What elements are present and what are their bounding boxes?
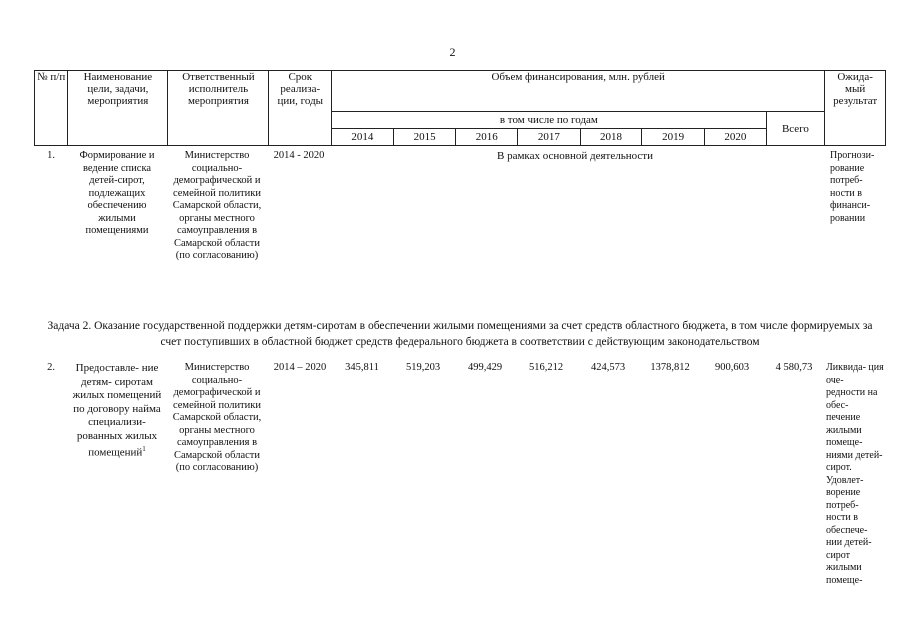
row2-value-2015: 519,203 — [405, 362, 441, 373]
year-header: 2015 — [393, 129, 456, 146]
year-header: 2020 — [705, 129, 767, 146]
row1-name: Формирование и ведение списка детей-сирот, подлежащих обеспечению жилыми помещениями — [79, 150, 155, 236]
header-financing: Объем финансирования, млн. рублей — [332, 71, 825, 112]
row2-number: 2. — [47, 362, 55, 373]
year-header: 2017 — [518, 129, 581, 146]
page-number: 2 — [449, 45, 456, 59]
row1-result: Прогнози- рование потреб- ности в финанси- ровании — [830, 150, 875, 224]
row1-term: 2014 - 2020 — [273, 150, 325, 161]
row2-name-cell — [70, 362, 164, 460]
row2-executor: Министерство социально- демографической и семейной политики Самарской области, органы местного самоуправления в Самарской области (по согласованию) — [172, 362, 262, 473]
row2-value-2017: 516,212 — [528, 362, 564, 373]
row1-number: 1. — [47, 150, 55, 161]
header-name: Наименование цели, задачи, мероприятия — [68, 71, 168, 146]
header-total: Всего — [766, 112, 825, 146]
header-by-years: в том числе по годам — [332, 112, 767, 129]
row1-financing-note: В рамках основной деятельности — [497, 150, 653, 162]
year-header: 2019 — [642, 129, 705, 146]
row2-value-2019: 1378,812 — [650, 362, 690, 373]
row2-total: 4 580,73 — [775, 362, 813, 373]
task-heading: Задача 2. Оказание государственной поддержки детям-сиротам в обеспечении жилыми помещениями за счет средств областного бюджета, в том числе формируемых за счет поступивших в областной бюджет средств федерального бюджета в соответствии с действующим законодательством — [47, 320, 873, 348]
header-no: № п/п — [35, 71, 68, 146]
program-table — [34, 70, 886, 146]
header-executor: Ответственный исполнитель мероприятия — [168, 71, 269, 146]
row2-result: Ликвида- ция оче- редности на обес- печение жилыми помеще- ниями детей- сирот. Удовлет- ворение потреб- ности в обеспече- нии детей- сирот жилыми помеще- — [826, 362, 884, 586]
year-header: 2016 — [456, 129, 518, 146]
row2-value-2018: 424,573 — [590, 362, 626, 373]
row1-executor: Министерство социально- демографической и семейной политики Самарской области, органы местного самоуправления в Самарской области (по согласованию) — [172, 150, 262, 261]
year-header: 2014 — [332, 129, 394, 146]
row2-name: Предоставле- ние детям- сиротам жилых помещений по договору найма специализи- рованных жилых помещений — [72, 362, 162, 459]
row2-value-2014: 345,811 — [345, 362, 379, 373]
header-term: Срок реализа- ции, годы — [269, 71, 332, 146]
row2-value-2020: 900,603 — [714, 362, 750, 373]
row2-term: 2014 – 2020 — [273, 362, 327, 373]
year-header: 2018 — [580, 129, 642, 146]
row2-value-2016: 499,429 — [467, 362, 503, 373]
footnote-marker: 1 — [142, 445, 146, 453]
header-result: Ожида- мый результат — [825, 71, 886, 146]
